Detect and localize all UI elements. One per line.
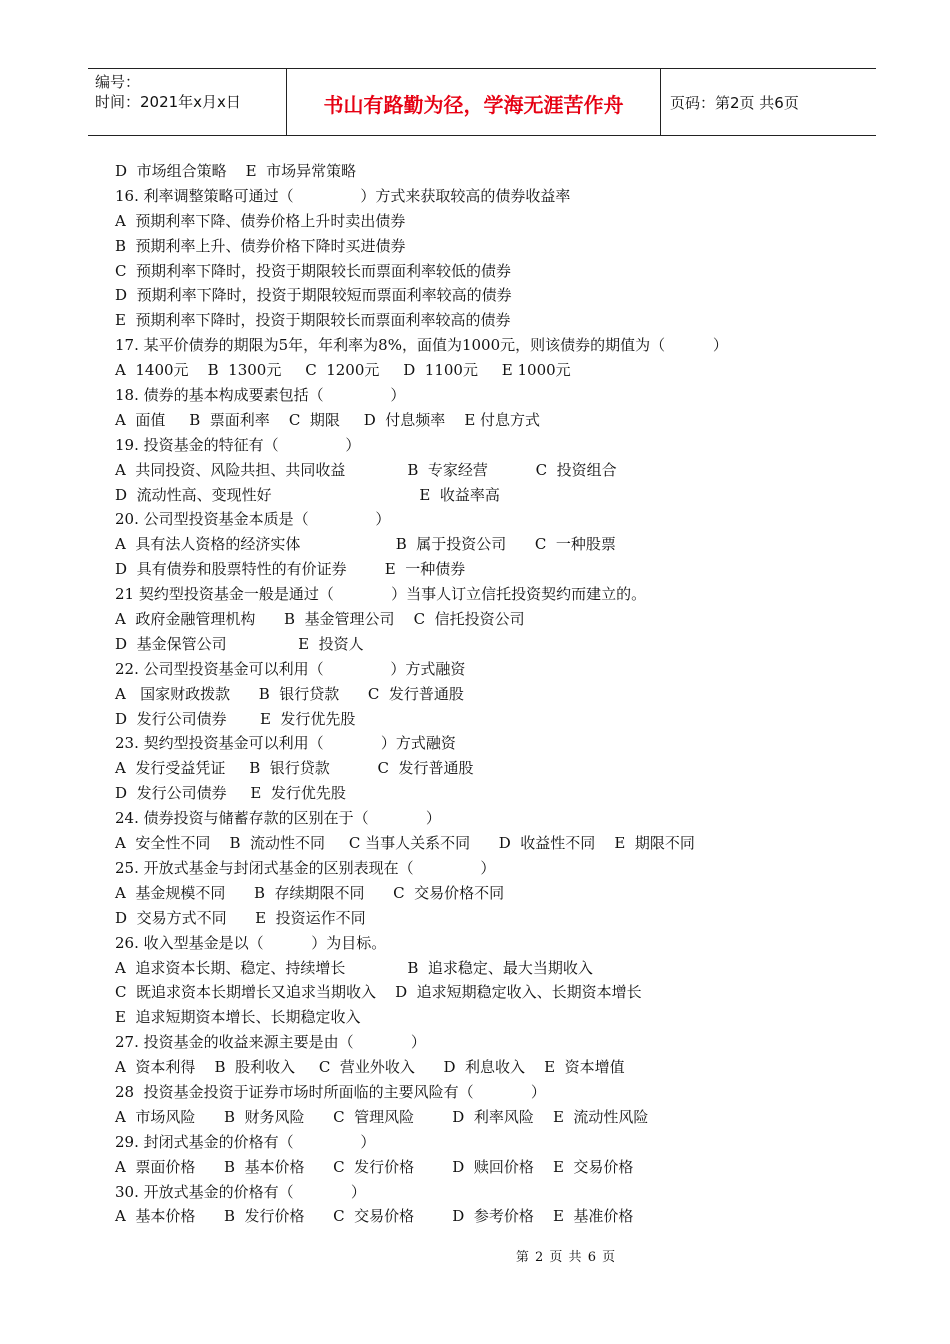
text-line: A 基本价格 B 发行价格 C 交易价格 D 参考价格 E 基准价格 <box>115 1207 634 1226</box>
document-body <box>115 159 875 1229</box>
text-line: A 共同投资、风险共担、共同收益 B 专家经营 C 投资组合 <box>115 460 617 479</box>
text-line: D 市场组合策略 E 市场异常策略 <box>115 162 357 180</box>
text-line: 25. 开放式基金与封闭式基金的区别表现在（ ） <box>115 858 496 877</box>
text-line: 23. 契约型投资基金可以利用（ ）方式融资 <box>115 734 456 753</box>
text-line: 30. 开放式基金的价格有（ ） <box>115 1182 366 1201</box>
text-line: D 流动性高、变现性好 E 收益率高 <box>115 485 500 504</box>
document-number-label: 编号： <box>95 73 141 91</box>
text-line: E 追求短期资本增长、长期稳定收入 <box>115 1008 361 1027</box>
text-line: 27. 投资基金的收益来源主要是由（ ） <box>115 1033 426 1052</box>
text-line: A 安全性不同 B 流动性不同 C 当事人关系不同 D 收益性不同 E 期限不同 <box>115 834 695 853</box>
header-page-number: 页码：第2页 共6页 <box>670 93 799 112</box>
text-line: 26. 收入型基金是以（ ）为目标。 <box>115 933 387 952</box>
text-line: A 国家财政拨款 B 银行贷款 C 发行普通股 <box>115 684 464 703</box>
text-line: 18. 债券的基本构成要素包括（ ） <box>115 386 406 405</box>
text-line: 21 契约型投资基金一般是通过（ ）当事人订立信托投资契约而建立的。 <box>115 585 647 604</box>
text-line: 17. 某平价债券的期限为5年，年利率为8%，面值为1000元，则该债券的期值为（ ） <box>115 336 728 355</box>
text-line: A 基金规模不同 B 存续期限不同 C 交易价格不同 <box>115 883 505 902</box>
header-motto: 书山有路勤为径，学海无涯苦作舟 <box>323 92 624 117</box>
text-line: A 具有法人资格的经济实体 B 属于投资公司 C 一种股票 <box>115 535 616 554</box>
text-line: A 票面价格 B 基本价格 C 发行价格 D 赎回价格 E 交易价格 <box>115 1157 634 1176</box>
text-line: A 追求资本长期、稳定、持续增长 B 追求稳定、最大当期收入 <box>115 958 593 977</box>
text-line: C 预期利率下降时，投资于期限较长而票面利率较低的债券 <box>115 261 512 280</box>
text-line: D 发行公司债券 E 发行优先股 <box>115 784 346 803</box>
text-line: D 基金保管公司 E 投资人 <box>115 634 364 653</box>
page-footer <box>0 1246 950 1265</box>
text-line: 22. 公司型投资基金可以利用（ ）方式融资 <box>115 659 466 678</box>
page-header <box>88 68 876 136</box>
text-line: D 交易方式不同 E 投资运作不同 <box>115 908 366 927</box>
document-time-label: 时间：2021年x月x日 <box>95 93 241 111</box>
text-line: 16. 利率调整策略可通过（ ）方式来获取较高的债券收益率 <box>115 186 571 205</box>
text-line: 20. 公司型投资基金本质是（ ） <box>115 510 391 529</box>
text-line: A 预期利率下降、债券价格上升时卖出债券 <box>115 211 406 230</box>
header-motto-cell <box>287 69 661 135</box>
footer-page-number: 第 2 页 共 6 页 <box>515 1250 617 1265</box>
text-line: D 具有债券和股票特性的有价证券 E 一种债券 <box>115 560 466 579</box>
text-line: A 政府金融管理机构 B 基金管理公司 C 信托投资公司 <box>115 610 525 629</box>
header-info-cell <box>88 69 287 135</box>
header-page-cell <box>661 69 876 135</box>
text-line: B 预期利率上升、债券价格下降时买进债券 <box>115 236 406 255</box>
text-line: A 市场风险 B 财务风险 C 管理风险 D 利率风险 E 流动性风险 <box>115 1107 649 1126</box>
text-line: E 预期利率下降时，投资于期限较长而票面利率较高的债券 <box>115 311 511 330</box>
text-line: 19. 投资基金的特征有（ ） <box>115 435 361 454</box>
text-line: A 1400元 B 1300元 C 1200元 D 1100元 E 1000元 <box>115 361 571 380</box>
text-line: 29. 封闭式基金的价格有（ ） <box>115 1132 376 1151</box>
text-line: 24. 债券投资与储蓄存款的区别在于（ ） <box>115 809 441 828</box>
text-line: D 预期利率下降时，投资于期限较短而票面利率较高的债券 <box>115 286 512 305</box>
text-line: 28 投资基金投资于证券市场时所面临的主要风险有（ ） <box>115 1082 546 1101</box>
text-line: D 发行公司债券 E 发行优先股 <box>115 709 356 728</box>
text-line: A 面值 B 票面利率 C 期限 D 付息频率 E 付息方式 <box>115 410 541 429</box>
text-line: A 发行受益凭证 B 银行贷款 C 发行普通股 <box>115 759 474 778</box>
text-line: C 既追求资本长期增长又追求当期收入 D 追求短期稳定收入、长期资本增长 <box>115 983 642 1002</box>
text-line: A 资本利得 B 股利收入 C 营业外收入 D 利息收入 E 资本增值 <box>115 1058 625 1077</box>
